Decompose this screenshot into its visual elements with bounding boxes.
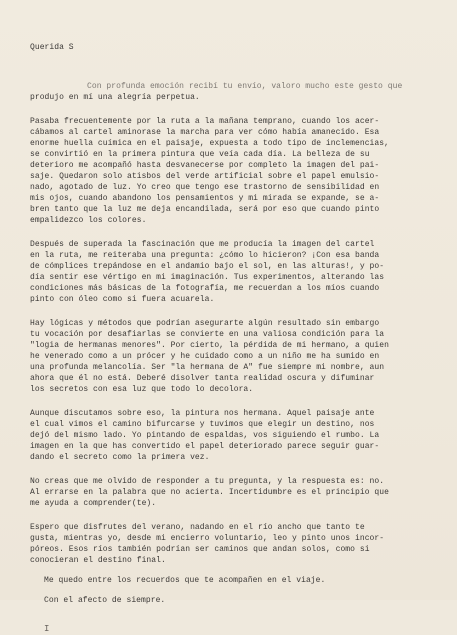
text-line: póreos. Esos ríos también podrían ser caminos que andan solos, como si xyxy=(30,545,370,554)
text-line: de cómplices trepándose en el andamio bajo el sol, en las alturas!, y po- xyxy=(30,262,385,271)
text-line: dando el secreto como la primera vez. xyxy=(30,453,210,462)
paragraph-4 xyxy=(30,318,432,395)
text-line: Al errarse en la palabra que no acierta. Incertidumbre es el principio que xyxy=(30,488,389,497)
text-line: saje. Quedaron solo atisbos del verde artificial sobre el papel emulsio- xyxy=(30,172,380,181)
text-line: cábamos al cartel aminorase la marcha para ver cómo había amanecido. Esa xyxy=(30,128,380,137)
typewritten-letter xyxy=(30,42,432,635)
text-line: deterioro me acompañó hasta desvanecerse por completo la imagen del pai- xyxy=(30,161,380,170)
text-line: bren tanto que la luz me deja encandilada, será por eso que cuando pinto xyxy=(30,205,380,214)
text-line: pinto con óleo como si fuera acuarela. xyxy=(30,295,215,304)
text-line: gusta, mientras yo, desde mi encierro voluntario, leo y pinto unos incor- xyxy=(30,534,385,543)
paragraph-7 xyxy=(30,522,432,566)
text-line: el cual vimos el camino bifurcarse y tuvimos que elegir un destino, nos xyxy=(30,420,375,429)
text-line: tu vocación por desafiarlas se convierte en una valiosa condición para la xyxy=(30,330,385,339)
text-line: enorme huella cuímica en el paisaje, expuesta a todo tipo de inclemencias, xyxy=(30,139,389,148)
paragraph-6 xyxy=(30,476,432,509)
salutation: Querida S xyxy=(30,43,74,52)
text-line: Con profunda emoción recibí tu envío, valoro mucho este gesto que xyxy=(87,82,403,91)
text-line: se convirtió en la primera pintura que veía cada día. La belleza de su xyxy=(30,150,370,159)
text-line: imagen en la que has convertido el papel deteriorado parece seguir guar- xyxy=(30,442,380,451)
text-line: los secretos con esa luz que todo lo decolora. xyxy=(30,385,254,394)
text-line: he venerado como a un prócer y he cuidado como a un niño me ha sumido en xyxy=(30,352,380,361)
text-line: Espero que disfrutes del verano, nadando en el río ancho que tanto te xyxy=(30,523,365,532)
text-line: Después de superada la fascinación que me producía la imagen del cartel xyxy=(30,240,375,249)
paragraph-1 xyxy=(30,81,432,103)
text-line: conocieran el destino final. xyxy=(30,556,166,565)
text-line: me ayuda a comprender(te). xyxy=(30,499,157,508)
closing-line: Me quedo entre los recuerdos que te acompañen en el viaje. xyxy=(44,576,326,585)
text-line: empalidezco los colores. xyxy=(30,216,147,225)
paragraph-3 xyxy=(30,239,432,305)
closing: Con el afecto de siempre. xyxy=(44,596,166,605)
text-line: No creas que me olvido de responder a tu pregunta, y la respuesta es: no. xyxy=(30,477,385,486)
text-line: nado, agotado de luz. Yo creo que tengo ese trastorno de sensibilidad en xyxy=(30,183,380,192)
text-line: dejó del mismo lado. Yo pintando de espaldas, vos siguiendo el rumbo. La xyxy=(30,431,380,440)
text-line: en la ruta, me reiteraba una pregunta: ¿cómo lo hicieron? ¡Con esa banda xyxy=(30,251,380,260)
signature: I xyxy=(44,624,50,634)
text-line: "logia de hermanas menores". Por cierto, la pérdida de mi hermano, a quien xyxy=(30,341,389,350)
paragraph-5 xyxy=(30,408,432,463)
text-line: Aunque discutamos sobre eso, la pintura nos hermana. Aquel paisaje ante xyxy=(30,409,375,418)
text-line: mis ojos, cuando abandono los pensamientos y mi mirada se expande, se a- xyxy=(30,194,380,203)
text-line: día sentir ese vértigo en mi imaginación. Tus experimentos, alterando las xyxy=(30,273,385,282)
paragraph-2 xyxy=(30,116,432,226)
text-line: ahora que él no está. Deberé disolver tanta realidad oscura y difuminar xyxy=(30,374,375,383)
text-line: produjo en mí una alegría perpetua. xyxy=(30,93,200,102)
text-line: Pasaba frecuentemente por la ruta a la mañana temprano, cuando los acer- xyxy=(30,117,380,126)
text-line: una profunda melancolía. Ser "la hermana de A" fue siempre mi nombre, aun xyxy=(30,363,385,372)
text-line: condiciones más básicas de la fotografía, me recuerdan a los míos cuando xyxy=(30,284,380,293)
text-line: Hay lógicas y métodos que podrían asegurarte algún resultado sin embargo xyxy=(30,319,380,328)
